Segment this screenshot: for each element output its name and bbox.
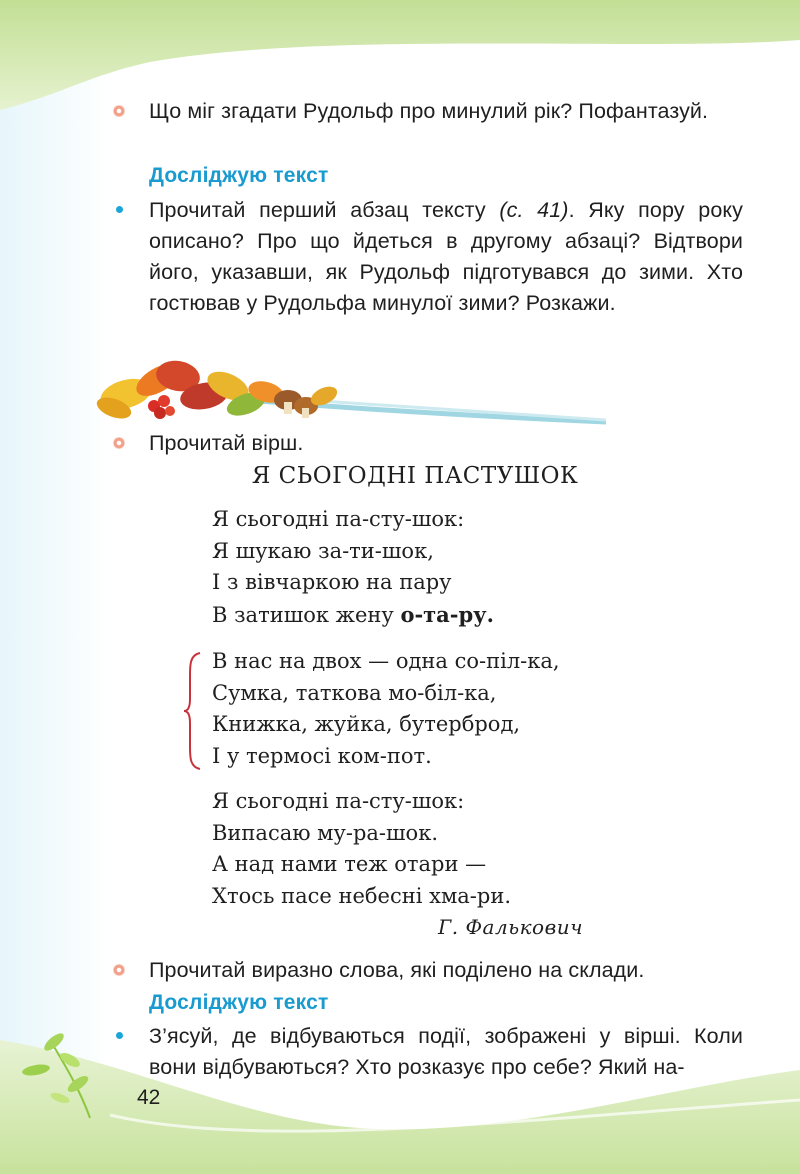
poem-line: А над нами теж отари —	[212, 852, 487, 876]
poem-line: Сумка, таткова мо-біл-ка,	[212, 680, 497, 705]
poem-line: Випасаю му-ра-шок.	[212, 820, 438, 845]
read-words-item	[113, 955, 743, 986]
poem-author: Г. Фалькович	[438, 915, 584, 939]
poem-line: Книжка, жуйка, бутерброд,	[212, 712, 521, 736]
page-number: 42	[137, 1086, 161, 1109]
section-heading: Досліджую текст	[149, 991, 329, 1014]
poem-line: Я сьогодні па-сту-шок:	[212, 507, 465, 531]
bold-word: о-та-ру	[400, 601, 487, 627]
poem-line: Хтось пасе небесні хма-ри.	[212, 883, 512, 908]
bullet-dot-icon	[116, 206, 123, 213]
explore-item	[113, 1021, 743, 1083]
poem-stanza-3	[212, 786, 511, 912]
question-text: Що міг згадати Рудольф про минулий рік? Пофантазуй.	[149, 99, 709, 123]
task-item	[113, 195, 743, 319]
poem-line: І у термосі ком-пот.	[212, 743, 432, 768]
task-text: Прочитай перший абзац тексту (с. 41). Яку пору року описано? Про що йдеться в другому абзаці? Відтвори його, указавши, як Рудольф підготувався до зими. Хто гостював у Рудольфа минулої зими? Розкажи.	[149, 198, 743, 315]
bullet-circle-icon	[113, 964, 125, 976]
poem-stanza-2	[212, 646, 560, 772]
page-reference: (с. 41)	[499, 198, 569, 222]
bullet-circle-icon	[113, 105, 125, 117]
poem-line: Я сьогодні па-сту-шок:	[212, 789, 465, 813]
red-curly-bracket-icon	[182, 651, 206, 771]
poem-stanza-1	[212, 504, 494, 631]
section-heading: Досліджую текст	[149, 164, 329, 187]
question-item	[113, 96, 743, 127]
poem-line: Я шукаю за-ти-шок,	[212, 538, 434, 563]
bullet-dot-icon	[116, 1032, 123, 1039]
explore-text: З’ясуй, де відбуваються події, зображені у вірші. Коли вони відбуваються? Хто розказує про себе? Який на-	[149, 1024, 743, 1079]
poem-line: В нас на двох — одна со-піл-ка,	[212, 649, 560, 673]
green-sprout-icon	[20, 1020, 110, 1120]
read-poem-text: Прочитай вірш.	[149, 431, 304, 455]
bullet-circle-icon	[113, 437, 125, 449]
poem-line: В затишок жену о-та-ру.	[212, 601, 494, 627]
read-poem-item	[113, 428, 743, 459]
poem-title: Я СЬОГОДНІ ПАСТУШОК	[251, 463, 579, 489]
autumn-leaves-icon	[96, 356, 606, 430]
poem-line: І з вівчаркою на пару	[212, 570, 452, 594]
read-words-text: Прочитай виразно слова, які поділено на склади.	[149, 958, 645, 982]
